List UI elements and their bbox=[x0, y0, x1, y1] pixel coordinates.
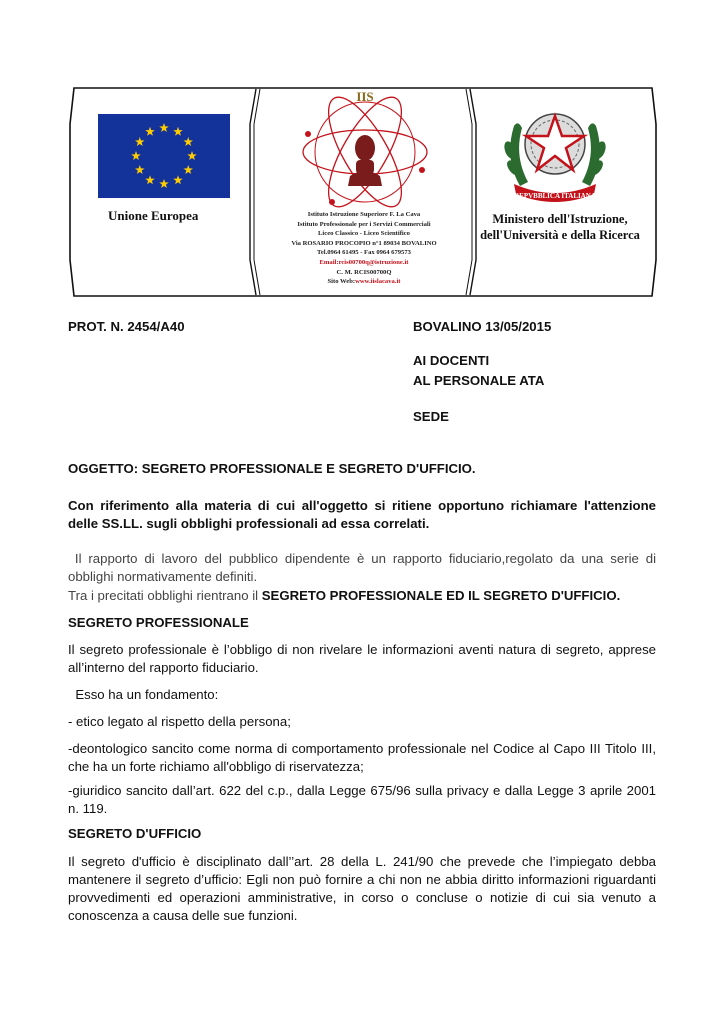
school-mecc-line: C. M. RCIS00700Q bbox=[336, 268, 392, 276]
email-label: Email: bbox=[319, 258, 339, 266]
letterhead bbox=[68, 84, 658, 300]
eu-label: Unione Europea bbox=[108, 208, 199, 223]
eu-star-icon bbox=[183, 165, 193, 174]
ministry-label bbox=[460, 211, 660, 243]
eu-star-icon bbox=[131, 151, 141, 160]
eu-star-icon bbox=[159, 123, 169, 132]
recipient-line: AL PERSONALE ATA bbox=[413, 373, 545, 388]
site-label: Sito Web: bbox=[327, 278, 356, 286]
atom-logo-icon bbox=[294, 90, 436, 208]
place-date: BOVALINO 13/05/2015 bbox=[413, 319, 552, 334]
eu-star-icon bbox=[145, 127, 155, 136]
paragraph-segreto-ufficio: Il segreto d'ufficio è disciplinato dall’’art. 28 della L. 241/90 che prevede che l’impiegato debba mantenere il segreto d’ufficio: Egli non può fornire a chi non ne abbia diritto informazioni riguardanti provvedimenti ed operazioni amministrative, in corso o concluse o notizie di cui sia venuto a conoscenza a causa delle sue funzioni. bbox=[68, 854, 656, 923]
eu-flag bbox=[98, 114, 230, 198]
paragraph-obblighi-bold: SEGRETO PROFESSIONALE ED IL SEGRETO D'UFFICIO. bbox=[261, 588, 621, 603]
emblem-ribbon-text: REPVBBLICA ITALIANA bbox=[514, 192, 596, 200]
intro-paragraph: Con riferimento alla materia di cui all'oggetto si ritiene opportuno richiamare l'attenzione delle SS.LL. sugli obblighi professionali ad essa correlati. bbox=[68, 498, 656, 531]
school-line: Istituto Professionale per i Servizi Commerciali bbox=[297, 220, 431, 228]
school-line: Liceo Classico - Liceo Scientifico bbox=[318, 230, 410, 238]
school-email-line bbox=[264, 258, 464, 268]
school-line: Istituto Istruzione Superiore F. La Cava bbox=[307, 211, 421, 218]
email-value: rcis00700q@istruzione.it bbox=[338, 258, 409, 266]
ministry-line: dell'Università e della Ricerca bbox=[480, 228, 640, 242]
star-emblem-icon bbox=[500, 98, 610, 206]
eu-stars-icon bbox=[98, 114, 230, 198]
list-item-deontologico: -deontologico sancito come norma di comportamento professionale nel Codice al Capo III Titolo III, che ha un forte richiamo all'obbligo di riservatezza; bbox=[68, 741, 656, 774]
list-item-giuridico: -giuridico sancito dall’art. 622 del c.p., dalla Legge 675/96 sulla privacy e dalla Legge 3 aprile 2001 n. 119. bbox=[68, 783, 656, 816]
ministry-line: Ministero dell'Istruzione, bbox=[492, 212, 628, 226]
heading-segreto-ufficio: SEGRETO D'UFFICIO bbox=[68, 826, 202, 841]
eu-star-icon bbox=[173, 127, 183, 136]
school-logo-text: IIS bbox=[356, 90, 374, 104]
school-line: Via ROSARIO PROCOPIO n°1 89034 BOVALINO bbox=[291, 239, 437, 247]
paragraph-obblighi bbox=[68, 587, 656, 605]
eu-star-icon bbox=[173, 175, 183, 184]
school-site-line bbox=[264, 277, 464, 287]
eu-star-icon bbox=[135, 165, 145, 174]
italian-republic-emblem bbox=[500, 98, 610, 206]
list-item-etico: - etico legato al rispetto della persona; bbox=[68, 714, 291, 729]
heading-segreto-professionale: SEGRETO PROFESSIONALE bbox=[68, 615, 249, 630]
eu-star-icon bbox=[187, 151, 197, 160]
school-line: Tel.0964 61495 - Fax 0964 679573 bbox=[317, 249, 411, 257]
eu-star-icon bbox=[145, 175, 155, 184]
protocol-number: PROT. N. 2454/A40 bbox=[68, 319, 185, 334]
site-value: www.iislacava.it bbox=[355, 278, 401, 286]
recipient-line: AI DOCENTI bbox=[413, 353, 490, 368]
school-logo bbox=[294, 90, 436, 208]
paragraph-obblighi-text: Tra i precitati obblighi rientrano il bbox=[68, 588, 262, 603]
eu-star-icon bbox=[159, 179, 169, 188]
eu-star-icon bbox=[135, 137, 145, 146]
subject-line: OGGETTO: SEGRETO PROFESSIONALE E SEGRETO D'UFFICIO. bbox=[68, 461, 476, 476]
paragraph-fondamento: Esso ha un fondamento: bbox=[68, 687, 219, 702]
paragraph-rapporto: Il rapporto di lavoro del pubblico dipendente è un rapporto fiduciario,regolato da una serie di obblighi normativamente definiti. bbox=[68, 551, 660, 584]
eu-star-icon bbox=[183, 137, 193, 146]
paragraph-definizione: Il segreto professionale è l’obbligo di non rivelare le informazioni aventi natura di segreto, apprese all’interno del rapporto fiduciario. bbox=[68, 642, 656, 675]
school-address-block bbox=[264, 210, 464, 287]
recipient-sede: SEDE bbox=[413, 409, 449, 424]
